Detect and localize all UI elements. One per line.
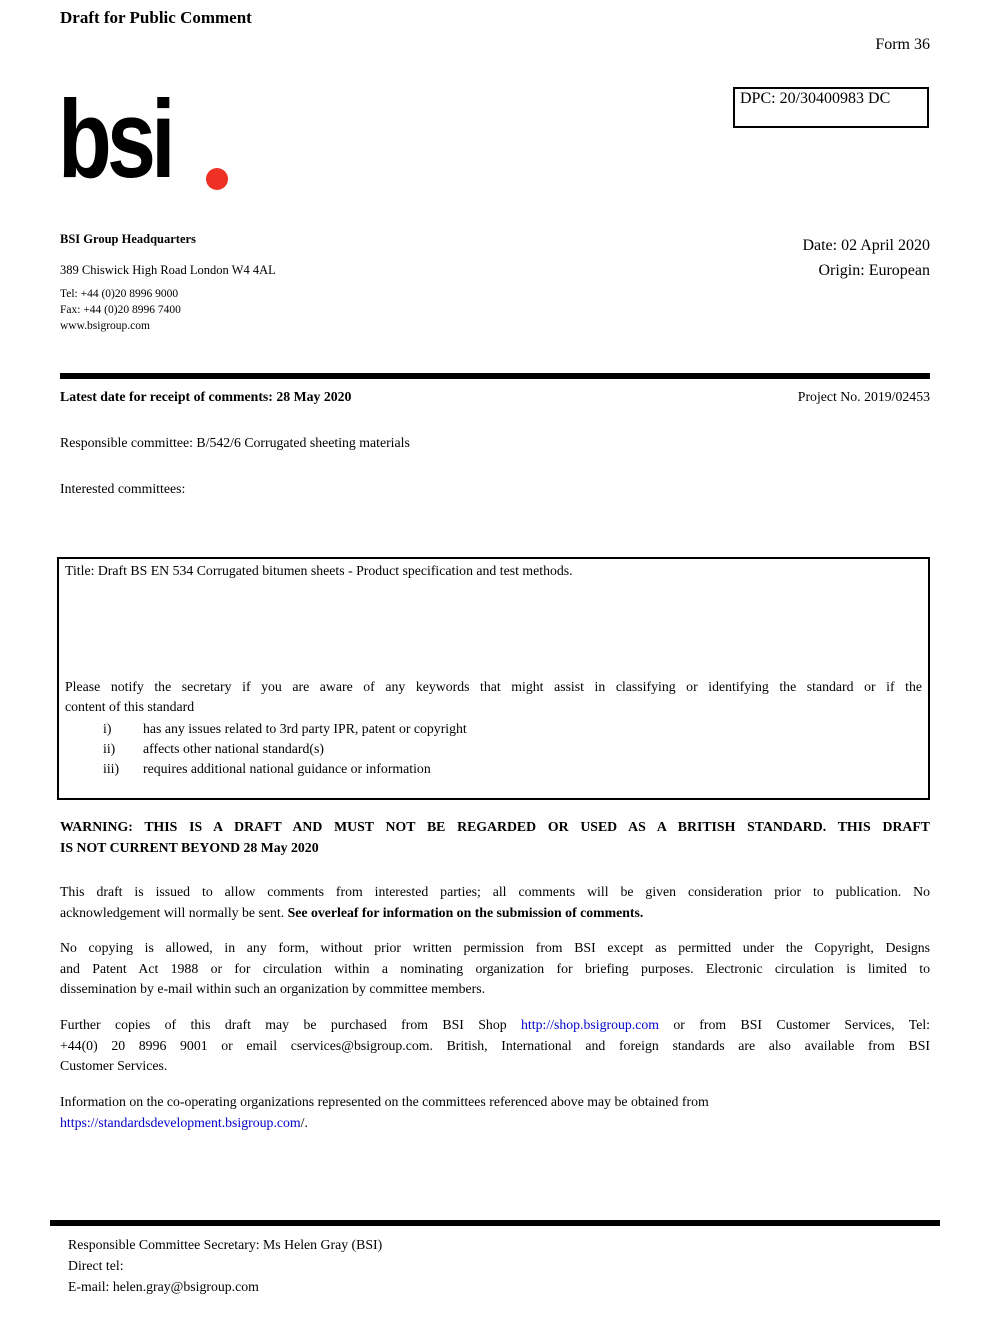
hyperlink[interactable]: https://standardsdevelopment.bsigroup.com	[60, 1114, 301, 1130]
hq-website: www.bsigroup.com	[60, 320, 150, 332]
title-box	[57, 557, 930, 800]
dpc-reference-box	[733, 87, 929, 128]
text-segment: WARNING: THIS IS A DRAFT AND MUST NOT BE REGARDED OR USED AS A BRITISH STANDARD. THIS DRAFT	[60, 819, 930, 834]
keyword-list	[65, 719, 922, 779]
top-divider	[60, 373, 930, 379]
text-segment: Further copies of this draft may be purchased from BSI Shop	[60, 1017, 522, 1032]
date-line: Date: 02 April 2020	[802, 237, 930, 254]
copying-paragraph	[60, 938, 930, 1000]
list-item-text: requires additional national guidance or information	[143, 761, 431, 776]
text-segment: This draft is issued to allow comments from interested parties; all comments will be given consideration prior to publication. No	[60, 884, 930, 899]
comments-deadline-row	[60, 389, 930, 405]
list-item-label: iii)	[103, 761, 120, 776]
bsi-logo	[58, 78, 278, 201]
list-item	[65, 759, 922, 779]
text-segment: See overleaf for information on the submission of comments.	[287, 904, 644, 920]
list-item-label: i)	[103, 721, 112, 736]
text-segment: dissemination by e-mail within such an organization by committee members.	[60, 981, 486, 996]
warning-paragraph	[60, 817, 930, 858]
info-paragraph	[60, 1092, 930, 1133]
secretary-line: Responsible Committee Secretary: Ms Helen Gray (BSI)	[68, 1237, 383, 1252]
email-line: E-mail: helen.gray@bsigroup.com	[68, 1279, 259, 1294]
dpc-reference: DPC: 20/30400983 DC	[740, 90, 891, 107]
hq-name: BSI Group Headquarters	[60, 232, 196, 246]
text-segment: and Patent Act 1988 or for circulation within a nominating organization for briefing purposes. Electronic circulation is limited to	[60, 960, 930, 976]
list-item	[65, 739, 922, 759]
date-origin-block	[802, 233, 930, 283]
headquarters-block	[60, 232, 276, 334]
copies-paragraph	[60, 1015, 930, 1077]
issued-paragraph	[60, 882, 930, 923]
text-segment: Please notify the secretary if you are aware of any keywords that might assist in classifying or identifying the standard or if the	[65, 679, 922, 694]
doc-type-heading: Draft for Public Comment	[60, 8, 252, 27]
logo-text: bsi	[58, 78, 171, 201]
hyperlink[interactable]: http://shop.bsigroup.com	[521, 1017, 660, 1032]
text-segment: IS NOT CURRENT BEYOND 28 May 2020	[60, 839, 319, 855]
form-number: Form 36	[875, 36, 930, 53]
text-segment: /.	[300, 1114, 308, 1130]
footer-block	[68, 1234, 382, 1297]
text-segment: No copying is allowed, in any form, without prior written permission from BSI except as permitted under the Copyright, Designs	[60, 940, 930, 955]
project-number: Project No. 2019/02453	[797, 389, 930, 404]
list-item	[65, 719, 922, 739]
text-segment: or from BSI Customer Services, Tel:	[659, 1017, 931, 1032]
hq-fax: Fax: +44 (0)20 8996 7400	[60, 304, 181, 316]
list-item-text: affects other national standard(s)	[143, 741, 324, 756]
text-segment: +44(0) 20 8996 9001 or email cservices@bsigroup.com. British, International and foreign standards are also available from BSI	[60, 1037, 930, 1053]
comments-deadline: Latest date for receipt of comments: 28 May 2020	[60, 389, 352, 404]
bottom-divider	[50, 1220, 940, 1226]
text-segment: Information on the co-operating organizations represented on the committees referenced above may be obtained from	[60, 1094, 709, 1109]
standard-title-line: Title: Draft BS EN 534 Corrugated bitumen sheets - Product specification and test methods.	[65, 563, 573, 578]
hq-tel: Tel: +44 (0)20 8996 9000	[60, 288, 179, 300]
responsible-committee-line: Responsible committee: B/542/6 Corrugated sheeting materials	[60, 435, 410, 450]
text-segment: content of this standard	[65, 699, 195, 714]
logo-red-dot-icon	[206, 168, 228, 190]
origin-line: Origin: European	[818, 262, 930, 279]
list-item-label: ii)	[103, 741, 116, 756]
hq-address: 389 Chiswick High Road London W4 4AL	[60, 263, 276, 277]
notify-paragraph	[65, 677, 922, 717]
direct-tel-line: Direct tel:	[68, 1258, 124, 1273]
text-segment: acknowledgement will normally be sent.	[60, 904, 288, 920]
text-segment: Customer Services.	[60, 1058, 168, 1073]
list-item-text: has any issues related to 3rd party IPR, patent or copyright	[143, 721, 467, 736]
interested-committees-line: Interested committees:	[60, 481, 186, 496]
